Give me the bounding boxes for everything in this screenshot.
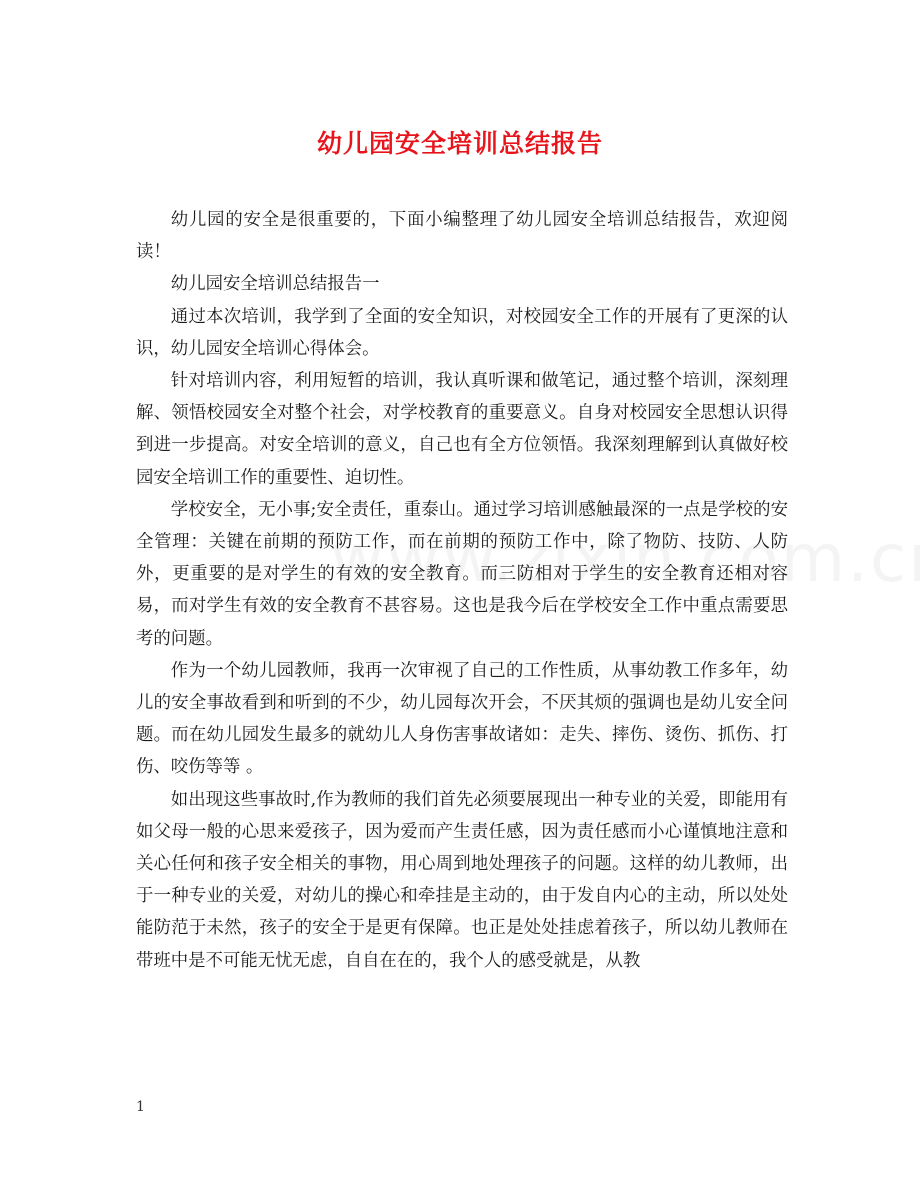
document-body bbox=[136, 204, 788, 977]
document-title: 幼儿园安全培训总结报告 bbox=[316, 129, 603, 158]
paragraph-1: 通过本次培训，我学到了全面的安全知识，对校园安全工作的开展有了更深的认识，幼儿园安全培训心得体会。 bbox=[136, 306, 788, 359]
paragraph-subheading: 幼儿园安全培训总结报告一 bbox=[170, 274, 380, 295]
page-number: 1 bbox=[136, 1099, 145, 1115]
paragraph-2: 针对培训内容，利用短暂的培训，我认真听课和做笔记，通过整个培训，深刻理解、领悟校园安全对整个社会，对学校教育的重要意义。自身对校园安全思想认识得到进一步提高。对安全培训的意义，自己也有全方位领悟。我深刻理解到认真做好校园安全培训工作的重要性、迫切性。 bbox=[136, 371, 788, 488]
paragraph-4: 作为一个幼儿园教师，我再一次审视了自己的工作性质，从事幼教工作多年，幼儿的安全事故看到和听到的不少，幼儿园每次开会，不厌其烦的强调也是幼儿安全问题。而在幼儿园发生最多的就幼儿人身伤害事故诸如：走失、摔伤、烫伤、抓伤、打伤、咬伤等等 。 bbox=[136, 660, 788, 778]
paragraph-5: 如出现这些事故时,作为教师的我们首先必须要展现出一种专业的关爱，即能用有如父母一般的心思来爱孩子，因为爱而产生责任感，因为责任感而小心谨慎地注意和关心任何和孩子安全相关的事物，用心周到地处理孩子的问题。这样的幼儿教师，出于一种专业的关爱，对幼儿的操心和牵挂是主动的，由于发自内心的主动，所以处处能防范于未然，孩子的安全于是更有保障。也正是处处挂虑着孩子，所以幼儿教师在带班中是不可能无忧无虑，自自在在的，我个人的感受就是，从教 bbox=[136, 789, 788, 971]
paragraph-3: 学校安全，无小事;安全责任，重泰山。通过学习培训感触最深的一点是学校的安全管理：关键在前期的预防工作，而在前期的预防工作中，除了物防、技防、人防外，更重要的是对学生的有效的安全教育。而三防相对于学生的安全教育还相对容易，而对学生有效的安全教育不甚容易。这也是我今后在学校安全工作中重点需要思考的问题。 bbox=[136, 499, 788, 649]
paragraph-intro: 幼儿园的安全是很重要的，下面小编整理了幼儿园安全培训总结报告，欢迎阅读！ bbox=[136, 210, 788, 263]
